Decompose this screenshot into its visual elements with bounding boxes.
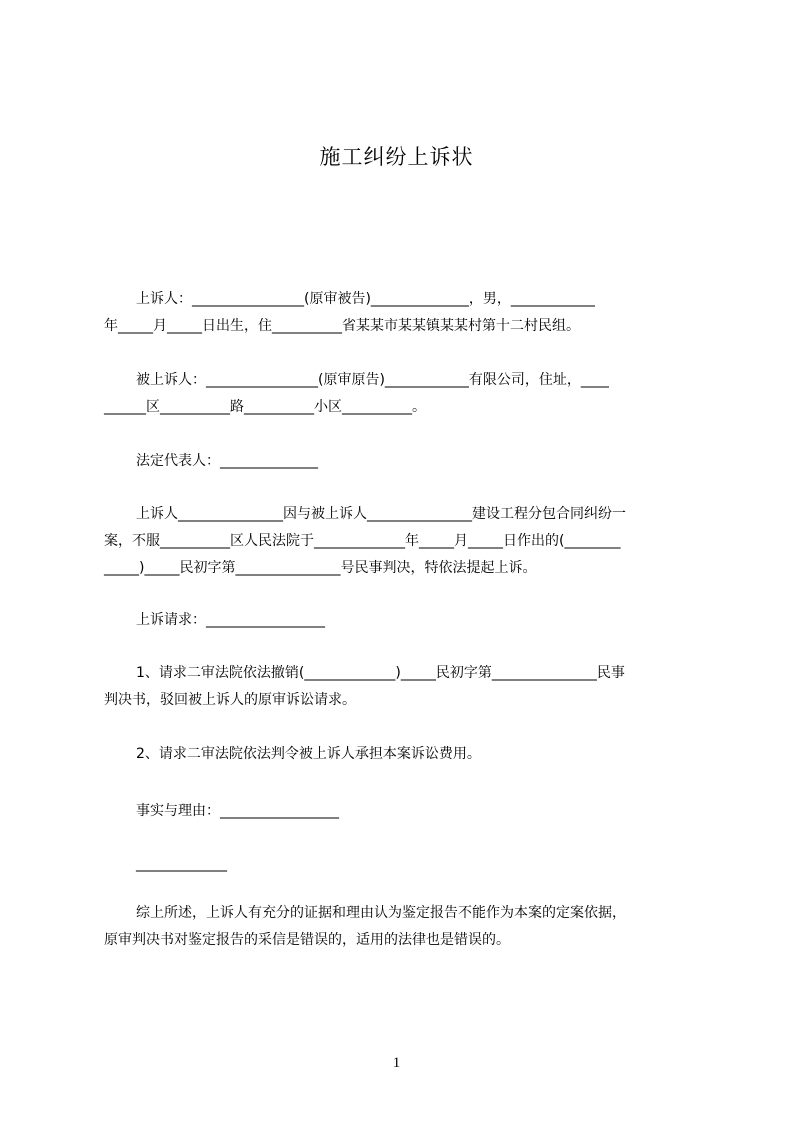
appellee-line-1: 被上诉人：________________(原审原告)____________有限公司，住址，____ — [136, 372, 609, 388]
request-1-line-2: 判决书，驳回被上诉人的原审诉讼请求。 — [104, 692, 356, 708]
facts-label: 事实与理由：_________________ — [136, 803, 339, 819]
legal-representative-line: 法定代表人：______________ — [136, 453, 318, 469]
conclusion-paragraph — [104, 900, 704, 954]
appellant-line-1: 上诉人：________________(原审被告)______________，男，____________ — [136, 291, 595, 307]
appellee-paragraph — [104, 367, 704, 421]
page-number: 1 — [392, 1055, 401, 1071]
request-2-paragraph — [104, 741, 704, 768]
request-2-line: 2、请求二审法院依法判令被上诉人承担本案诉讼费用。 — [136, 746, 481, 762]
case-summary-line-3: _____)_____民初字第_______________号民事判决，特依法提起上诉。 — [104, 560, 537, 576]
request-1-line-1: 1、请求二审法院依法撤销(_____________)_____民初字第_______________民事 — [136, 665, 625, 681]
appellant-line-2: 年_____月_____日出生，住__________省某某市某某镇某某村第十二村民组。 — [104, 318, 580, 334]
case-summary-line-2: 案，不服__________区人民法院于_____________年_____月_____日作出的(________ — [104, 533, 621, 549]
appellee-line-2: ______区__________路__________小区__________。 — [104, 399, 426, 415]
facts-paragraph — [104, 798, 704, 825]
request-1-paragraph — [104, 660, 704, 714]
legal-representative-paragraph — [104, 448, 704, 475]
facts-blank-line: _____________ — [136, 856, 227, 872]
case-summary-paragraph — [104, 501, 704, 582]
facts-blank-paragraph — [104, 851, 704, 878]
appeal-requests-label: 上诉请求：_________________ — [136, 612, 325, 628]
document-title: 施工纠纷上诉状 — [319, 145, 474, 169]
case-summary-line-1: 上诉人_______________因与被上诉人_______________建设工程分包合同纠纷一 — [136, 506, 626, 522]
appellant-paragraph — [104, 286, 704, 340]
conclusion-line-2: 原审判决书对鉴定报告的采信是错误的，适用的法律也是错误的。 — [104, 932, 510, 948]
appeal-requests-paragraph — [104, 607, 704, 634]
conclusion-line-1: 综上所述，上诉人有充分的证据和理由认为鉴定报告不能作为本案的定案依据， — [136, 905, 626, 921]
